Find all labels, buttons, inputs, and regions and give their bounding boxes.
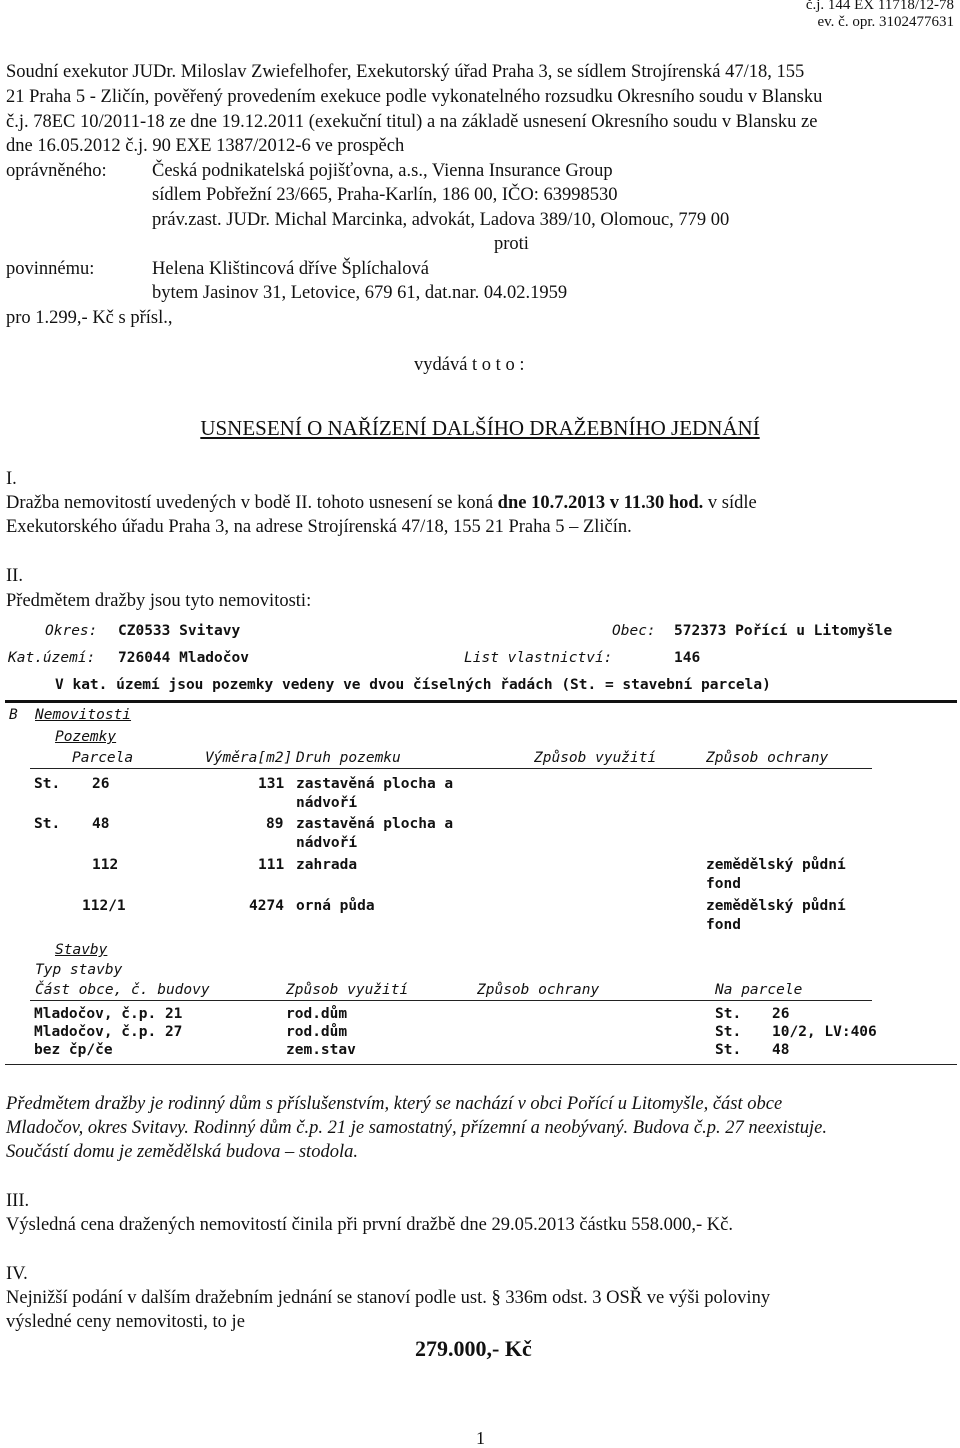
creditor-address: sídlem Pobřežní 23/665, Praha-Karlín, 186 00, IČO: 63998530 — [152, 185, 618, 205]
parcel-series-note: V kat. území jsou pozemky vedeny ve dvou číselných řadách (St. = stavební parcela) — [55, 677, 771, 693]
section-1-line-2: Exekutorského úřadu Praha 3, na adrese Strojírenská 47/18, 155 21 Praha 5 – Zličín. — [6, 517, 632, 537]
land-heading: Pozemky — [55, 729, 117, 745]
col-on-parcel: Na parcele — [715, 982, 803, 998]
land-type: zastavěná plocha a — [296, 816, 454, 832]
against-word: proti — [494, 234, 529, 254]
parcel-area: 89 — [266, 816, 284, 832]
col-building-protection: Způsob ochrany — [477, 982, 600, 998]
section-2-text: Předmětem dražby jsou tyto nemovitosti: — [6, 591, 312, 611]
building-parcel-prefix: St. — [715, 1024, 742, 1040]
cadastral-area-value: 726044 Mladočov — [118, 650, 249, 666]
creditor-representative: práv.zast. JUDr. Michal Marcinka, advokát, Ladova 389/10, Olomouc, 779 00 — [152, 210, 730, 230]
land-type-cont: nádvoří — [296, 835, 358, 851]
section-3-text: Výsledná cena dražených nemovitostí činila při první dražbě dne 29.05.2013 částku 558.000,- Kč. — [6, 1215, 733, 1235]
building-usage: zem.stav — [286, 1042, 356, 1058]
real-estate-heading: Nemovitosti — [35, 707, 132, 723]
parcel-number: 26 — [92, 776, 110, 792]
parcel-number: 112 — [92, 857, 119, 873]
building-part: bez čp/če — [34, 1042, 113, 1058]
building-usage: rod.dům — [286, 1024, 348, 1040]
building-parcel: 10/2, LV:406 — [772, 1024, 877, 1040]
parcel-prefix: St. — [34, 776, 61, 792]
intro-line-3: č.j. 78EC 10/2011-18 ze dne 19.12.2011 (exekuční titul) a na základě usnesení Okresního soudu v Blansku ze — [6, 112, 818, 132]
buildings-header-rule — [30, 1000, 872, 1001]
parcel-area: 131 — [258, 776, 285, 792]
municipality-value: 572373 Pořící u Litomyšle — [674, 623, 893, 639]
creditor-name: Česká podnikatelská pojišťovna, a.s., Vienna Insurance Group — [152, 161, 613, 181]
section-4-line-1: Nejnižší podání v dalším dražebním jednání se stanoví podle ust. § 336m odst. 3 OSŘ ve výši poloviny — [6, 1288, 771, 1308]
building-parcel-prefix: St. — [715, 1006, 742, 1022]
parcel-area: 111 — [258, 857, 285, 873]
debtor-name: Helena Klištincová dříve Šplíchalová — [152, 259, 429, 279]
protection-type-cont: fond — [706, 917, 741, 933]
col-protection: Způsob ochrany — [706, 750, 829, 766]
district-value: CZ0533 Svitavy — [118, 623, 241, 639]
section-1-text-c: v sídle — [707, 493, 757, 513]
page-number: 1 — [476, 1428, 485, 1448]
municipality-label: Obec: — [612, 623, 656, 639]
buildings-heading: Stavby — [55, 942, 108, 958]
ownership-sheet-label: List vlastnictví: — [464, 650, 613, 666]
registry-number: ev. č. opr. 3102477631 — [817, 14, 954, 30]
col-part-building: Část obce, č. budovy — [35, 982, 210, 998]
section-1-line-1 — [6, 491, 954, 515]
parcel-number: 112/1 — [82, 898, 126, 914]
land-type: orná půda — [296, 898, 375, 914]
protection-type: zemědělský půdní — [706, 857, 846, 873]
cadastral-area-label: Kat.území: — [8, 650, 96, 666]
section-1-number: I. — [6, 469, 17, 489]
ownership-sheet-value: 146 — [674, 650, 701, 666]
land-type: zahrada — [296, 857, 358, 873]
table-bottom-rule — [5, 1064, 957, 1065]
land-type-cont: nádvoří — [296, 795, 358, 811]
minimum-bid-amount: 279.000,- Kč — [415, 1336, 532, 1361]
building-usage: rod.dům — [286, 1006, 348, 1022]
protection-type: zemědělský půdní — [706, 898, 846, 914]
debtor-label: povinnému: — [6, 259, 95, 279]
intro-line-1: Soudní exekutor JUDr. Miloslav Zwiefelhofer, Exekutorský úřad Praha 3, se sídlem Strojírenská 47/18, 155 — [6, 62, 805, 82]
creditor-label: oprávněného: — [6, 161, 107, 181]
auction-date: dne 10.7.2013 v 11.30 hod. — [497, 493, 704, 513]
debtor-address: bytem Jasinov 31, Letovice, 679 61, dat.nar. 04.02.1959 — [152, 283, 568, 303]
col-building-usage: Způsob využití — [286, 982, 409, 998]
col-area: Výměra[m2] — [205, 750, 293, 766]
parcel-prefix: St. — [34, 816, 61, 832]
land-header-rule — [30, 768, 872, 769]
col-usage: Způsob využití — [534, 750, 657, 766]
protection-type-cont: fond — [706, 876, 741, 892]
building-part: Mladočov, č.p. 27 — [34, 1024, 183, 1040]
section-2-number: II. — [6, 566, 23, 586]
district-label: Okres: — [45, 623, 98, 639]
building-part: Mladočov, č.p. 21 — [34, 1006, 183, 1022]
building-type-heading: Typ stavby — [35, 962, 123, 978]
claim-amount: pro 1.299,- Kč s přísl., — [6, 308, 173, 328]
part-b-label: B — [9, 707, 18, 723]
col-parcel: Parcela — [72, 750, 134, 766]
case-reference — [806, 0, 954, 31]
land-type: zastavěná plocha a — [296, 776, 454, 792]
col-land-type: Druh pozemku — [296, 750, 401, 766]
section-4-line-2: výsledné ceny nemovitosti, to je — [6, 1312, 245, 1332]
building-parcel: 26 — [772, 1006, 790, 1022]
section-4-number: IV. — [6, 1264, 28, 1284]
description-line-1: Předmětem dražby je rodinný dům s příslušenstvím, který se nachází v obci Pořící u Litomyšle, část obce — [6, 1094, 783, 1114]
issues-statement: vydává t o t o : — [414, 355, 525, 375]
description-line-3: Součástí domu je zemědělská budova – stodola. — [6, 1142, 358, 1162]
description-line-2: Mladočov, okres Svitavy. Rodinný dům č.p. 21 je samostatný, přízemní a neobývaný. Budova č.p. 27 neexistuje. — [6, 1118, 827, 1138]
parcel-area: 4274 — [249, 898, 284, 914]
building-parcel: 48 — [772, 1042, 790, 1058]
document-title: USNESENÍ O NAŘÍZENÍ DALŠÍHO DRAŽEBNÍHO JEDNÁNÍ — [200, 416, 760, 440]
section-1-text-a: Dražba nemovitostí uvedených v bodě II. tohoto usnesení se koná — [6, 493, 494, 513]
intro-line-2: 21 Praha 5 - Zličín, pověřený provedením exekuce podle vykonatelného rozsudku Okresního soudu v Blansku — [6, 87, 823, 107]
section-3-number: III. — [6, 1191, 30, 1211]
intro-line-4: dne 16.05.2012 č.j. 90 EXE 1387/2012-6 ve prospěch — [6, 136, 405, 156]
parcel-number: 48 — [92, 816, 110, 832]
case-number: č.j. 144 EX 11718/12-78 — [805, 0, 954, 13]
building-parcel-prefix: St. — [715, 1042, 742, 1058]
table-top-rule — [5, 700, 957, 703]
